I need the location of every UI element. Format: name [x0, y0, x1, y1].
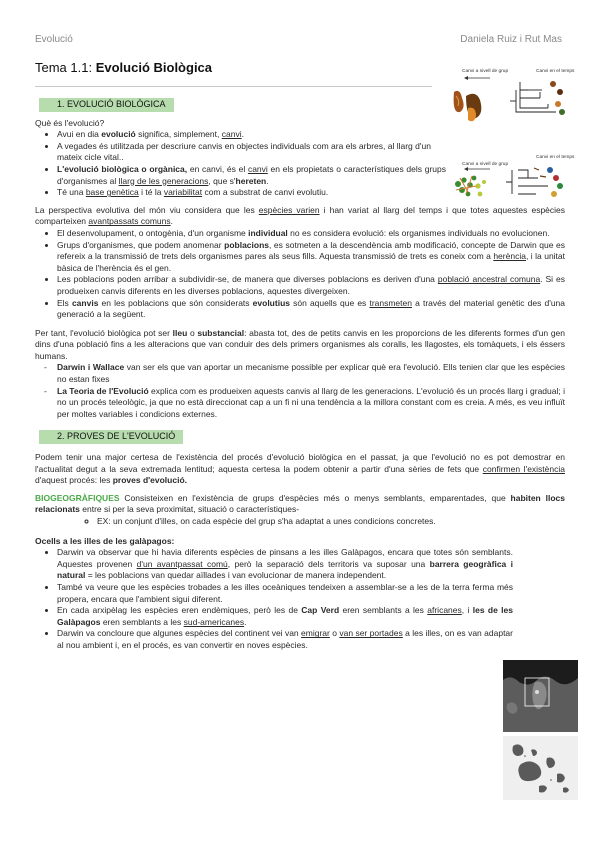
figure-caption: Canvi a nivell de grup — [462, 69, 509, 74]
list-item: • En cada arxipèlag les espècies eren endèmiques, però les de Cap Verd eren semblants a les africanes, i les de les Galàpagos eren semblants a les sud-americanes. — [57, 605, 513, 628]
list-item: • A vegades és utilitzada per descriure canvis en objectes individuals com ara els arbres, al llarg d'un mateix cicle vital.. — [57, 141, 446, 164]
list-item: • El desenvolupament, o ontogènia, d'un organisme individual no es considera evolució: els organismes individuals no evolucionen. — [57, 228, 565, 240]
list-item: • Té una base genètica i té la variabilitat com a substrat de canvi evolutiu. — [57, 187, 446, 199]
section-heading-2: 2. PROVES DE L'EVOLUCIÓ — [35, 430, 565, 444]
list-item: • Darwin va observar que hi havia diferents espècies de pinsans a les illes Galàpagos, encara que totes són semblants. Aquestes provenen d'un avantpassat comú, però la separació dels territoris va suposar una barrera geogràfica i natural = les poblacions van quedar aïllades i van evolucionar de manera independent. — [57, 547, 513, 582]
galapagos-map — [503, 660, 578, 800]
list-item: • Grups d'organismes, que podem anomenar poblacions, es sotmeten a la descendència amb modificació, concepte de Darwin que es refereix a la transmissió de trets dels organismes pares als seus fills. Aquesta transmissió de trets es coneix com a herència, i la unitat bàsica de l'herència és el gen. — [57, 240, 565, 275]
list-item: • Les poblacions poden arribar a subdividir-se, de manera que diverses poblacions es deriven d'una població ancestral comuna. Si es produeixen canvis diferents en les diverses poblacions, aquestes divergeixen. — [57, 274, 565, 297]
section-heading-1: 1. EVOLUCIÓ BIOLÒGICA — [35, 98, 446, 112]
list-galapagos — [35, 547, 513, 651]
subheading-galapagos: Ocells a les illes de les galàpagos: — [35, 535, 175, 546]
list-item: - Darwin i Wallace van ser els que van aportar un mecanisme possible per explicar què era l'evolució. Ells tenien clar que les espècies no estan fixes — [57, 362, 565, 385]
evolution-figure — [450, 66, 575, 206]
paragraph: Podem tenir una major certesa de l'existència del procés d'evolució biològica en el passat, ja que l'evolució no es pot demostrar en l'actualitat degut a la seva extremada lentitud; aquesta certesa la podem obtenir a partir d'una sèries de fets que confirmen l'existència d'aquest procés: les proves d'evolució. — [35, 452, 565, 486]
figure-caption: Canvi en el temps — [536, 69, 575, 74]
list-definition — [35, 129, 446, 199]
list-theory — [35, 362, 565, 420]
figure-caption: Canvi en el temps — [536, 155, 575, 160]
list-populations — [35, 228, 565, 321]
list-item: ◦ EX: un conjunt d'illes, on cada espècie del grup s'ha adaptat a unes condicions concretes. — [97, 516, 565, 528]
list-item: - La Teoria de l'Evolució explica com es produeixen aquests canvis al llarg de les generacions. L'evolució és un procés llarg i gradual; i no un procés teleològic, ja que no està direccionat cap a un fi ni una tendència a la millora constant com es creia. A més, es veu influït per moltes variables i condicions externes. — [57, 386, 565, 421]
figure-caption: Canvi a nivell de grup — [462, 162, 509, 167]
list-item: • També va veure que les espècies trobades a les illes oceàniques tendeixen a assemblar-se a les de la terra ferma més propera, encara que l'ambient sigui diferent. — [57, 582, 513, 605]
header-subject: Evolució — [35, 34, 73, 45]
list-example — [35, 516, 565, 528]
question: Què és l'evolució? — [35, 117, 105, 128]
title-divider — [35, 86, 432, 87]
list-item: • Els canvis en les poblacions que són considerats evolutius són aquells que es transmeten a través del material genètic des d'una generació a la següent. — [57, 298, 565, 321]
evolution-diagram — [450, 66, 575, 206]
paragraph-biogeographic: BIOGEOGRÀFIQUES Consisteixen en l'existència de grups d'espècies més o menys semblants, emparentades, que habiten llocs relacionats entre si per la seva proximitat, situació o característiques- — [35, 492, 565, 515]
list-item: • Avui en dia evolució significa, simplement, canvi. — [57, 129, 446, 141]
page-title: Tema 1.1: Evolució Biològica — [35, 60, 213, 75]
list-item: • Darwin va concloure que algunes espècies del continent vei van emigrar o van ser portades a les illes, on es van adaptar al nou ambient i, en el procés, es van convertir en noves espècies. — [57, 628, 513, 651]
header-authors: Daniela Ruiz i Rut Mas — [460, 34, 562, 45]
galapagos-map-image — [503, 660, 578, 800]
list-item: • L'evolució biològica o orgànica, en canvi, és el canvi en els propietats o característiques dels grups d'organismes al llarg de les generacions, que s'hereten. — [57, 164, 446, 187]
paragraph: Per tant, l'evolució biològica pot ser lleu o substancial: abasta tot, des de petits canvis en les proporcions de les diferents formes d'un gen dins d'una població fins a les alteracions que van conduir des dels primers organismes als coralls, les llagostes, els tomàquets, i els éssers humans. — [35, 327, 566, 361]
paragraph: La perspectiva evolutiva del món viu considera que les espècies varien i han variat al llarg del temps i que totes aquestes espècies comparteixen avantpassats comuns. — [35, 204, 566, 227]
